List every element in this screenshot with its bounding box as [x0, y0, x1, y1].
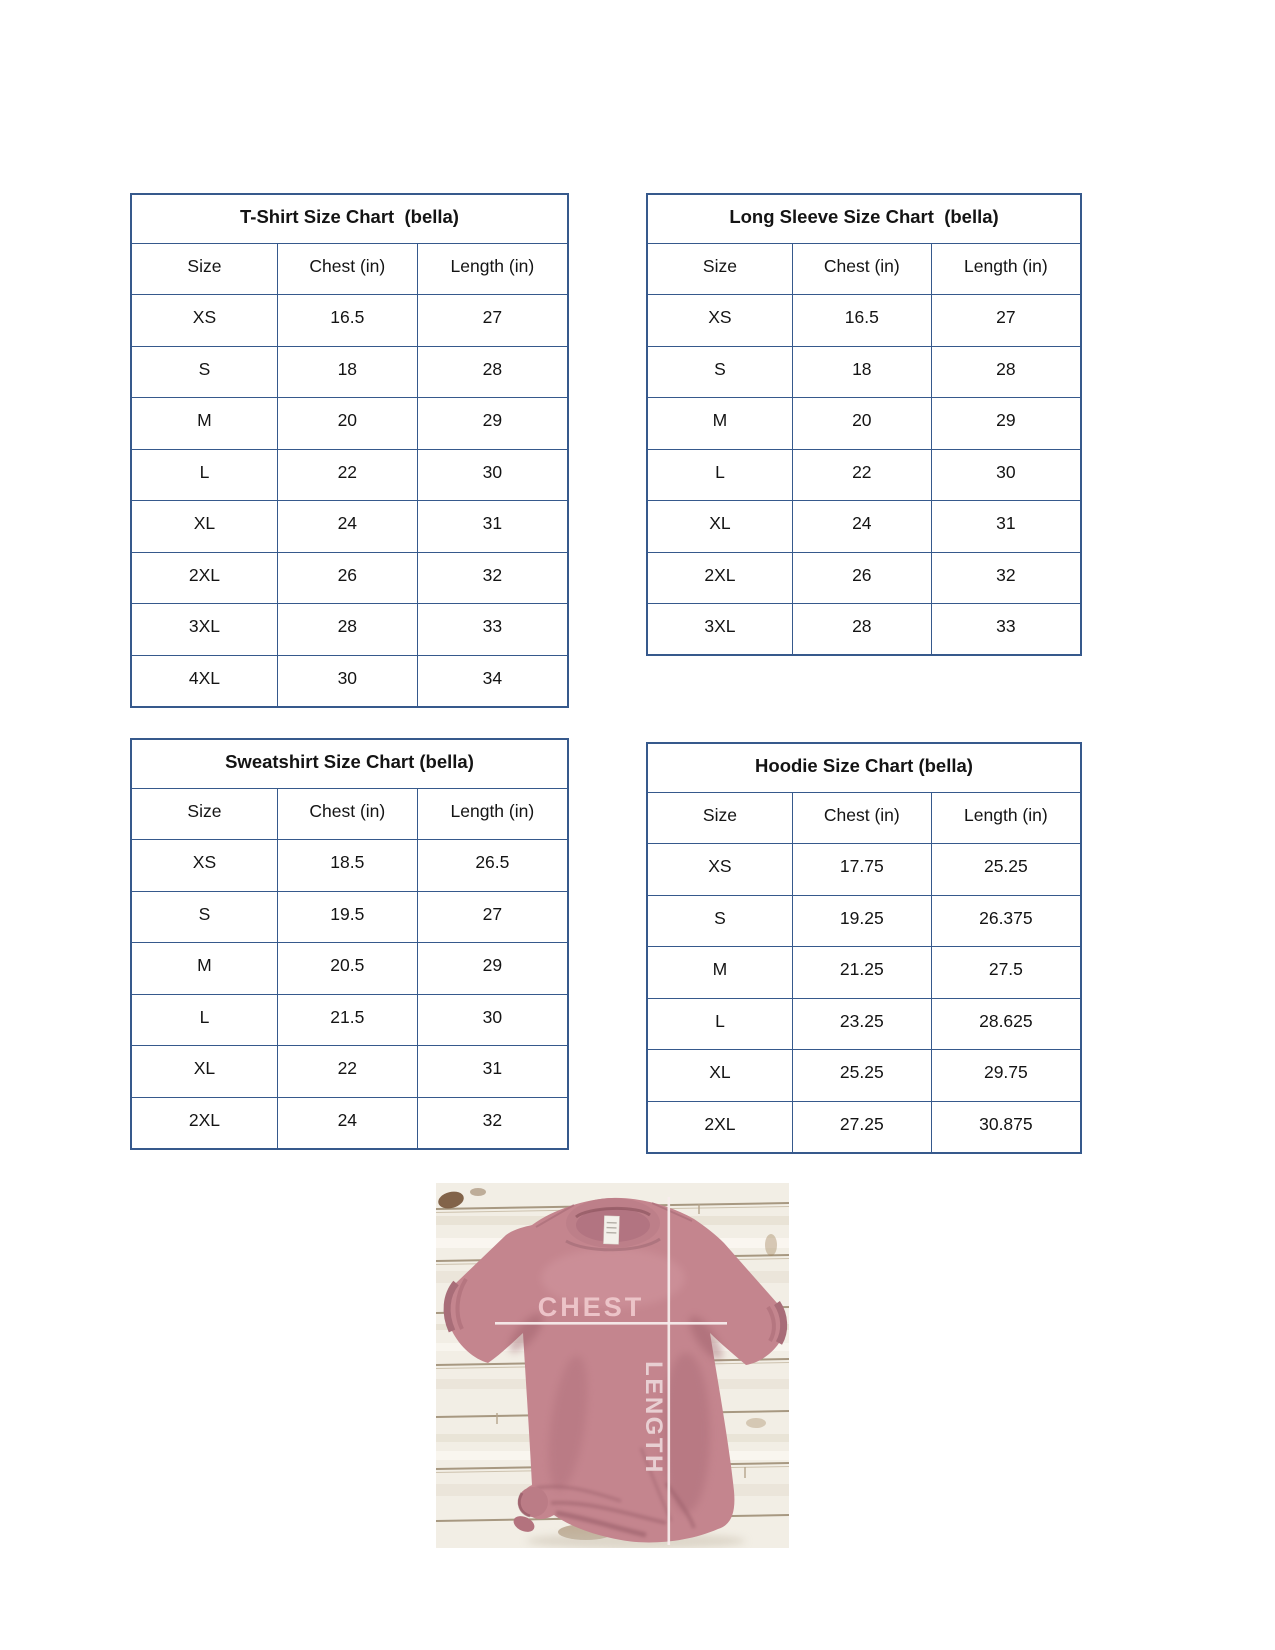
table-cell: S [647, 346, 792, 398]
table-header-row [131, 243, 568, 295]
table-row [131, 840, 568, 892]
table-title: Sweatshirt Size Chart (bella) [131, 739, 568, 788]
column-header: Size [131, 243, 277, 295]
column-header: Length (in) [931, 243, 1081, 295]
table-cell: 28 [931, 346, 1081, 398]
table-cell: 22 [277, 449, 417, 501]
table-cell: XL [131, 1046, 277, 1098]
table-row [647, 895, 1081, 947]
table-cell: 30 [277, 655, 417, 707]
table-cell: 20.5 [277, 943, 417, 995]
table-cell: 3XL [131, 604, 277, 656]
column-header: Length (in) [931, 792, 1081, 844]
column-header: Length (in) [417, 243, 568, 295]
table-cell: 25.25 [792, 1050, 931, 1102]
table-cell: 31 [417, 501, 568, 553]
table-cell: 22 [792, 449, 931, 501]
tshirt-size-table [130, 193, 569, 708]
table-cell: 33 [417, 604, 568, 656]
table-title-row [131, 739, 568, 788]
table-cell: 32 [417, 1097, 568, 1149]
table-cell: 18.5 [277, 840, 417, 892]
table-row [647, 1050, 1081, 1102]
column-header: Size [647, 243, 792, 295]
length-label: LENGTH [640, 1361, 667, 1475]
table-cell: 34 [417, 655, 568, 707]
table-cell: S [131, 346, 277, 398]
table-cell: XS [131, 840, 277, 892]
column-header: Chest (in) [792, 243, 931, 295]
table-cell: S [131, 891, 277, 943]
table-cell: 16.5 [792, 295, 931, 347]
table-cell: 29 [931, 398, 1081, 450]
table-row [131, 891, 568, 943]
table-row [131, 943, 568, 995]
column-header: Size [647, 792, 792, 844]
table-cell: 28 [417, 346, 568, 398]
table-cell: 20 [792, 398, 931, 450]
table-row [131, 552, 568, 604]
table-cell: 27 [417, 891, 568, 943]
table-header-row [647, 243, 1081, 295]
table-cell: 26.5 [417, 840, 568, 892]
table-row [131, 1046, 568, 1098]
table-title-row [131, 194, 568, 243]
table-cell: XS [131, 295, 277, 347]
table-row [131, 1097, 568, 1149]
table-cell: 32 [931, 552, 1081, 604]
table-cell: 22 [277, 1046, 417, 1098]
table-cell: M [131, 398, 277, 450]
table-cell: 2XL [647, 1101, 792, 1153]
table-cell: 28 [792, 604, 931, 656]
table-cell: 24 [277, 501, 417, 553]
table-cell: 30 [417, 449, 568, 501]
table-cell: XL [131, 501, 277, 553]
table-cell: XL [647, 501, 792, 553]
table-cell: 28.625 [931, 998, 1081, 1050]
tshirt-measurement-photo [436, 1183, 789, 1548]
table-cell: 29 [417, 943, 568, 995]
table-cell: XS [647, 844, 792, 896]
table-cell: 27 [417, 295, 568, 347]
table-row [647, 552, 1081, 604]
table-row [647, 295, 1081, 347]
column-header: Size [131, 788, 277, 840]
table-cell: 27.5 [931, 947, 1081, 999]
table-cell: 30 [931, 449, 1081, 501]
table-row [131, 346, 568, 398]
table-title: T-Shirt Size Chart (bella) [131, 194, 568, 243]
neck-label [603, 1216, 619, 1245]
table-cell: 26 [792, 552, 931, 604]
table-cell: 32 [417, 552, 568, 604]
table-cell: M [647, 398, 792, 450]
table-cell: 19.25 [792, 895, 931, 947]
table-row [647, 346, 1081, 398]
column-header: Length (in) [417, 788, 568, 840]
table-cell: 29 [417, 398, 568, 450]
table-cell: 30 [417, 994, 568, 1046]
table-row [131, 604, 568, 656]
table-cell: 2XL [131, 1097, 277, 1149]
table-cell: 23.25 [792, 998, 931, 1050]
long-sleeve-size-table [646, 193, 1082, 656]
table-cell: L [647, 449, 792, 501]
table-row [131, 501, 568, 553]
table-row [647, 947, 1081, 999]
table-cell: 29.75 [931, 1050, 1081, 1102]
table-cell: L [131, 449, 277, 501]
table-row [131, 449, 568, 501]
table-cell: 18 [277, 346, 417, 398]
column-header: Chest (in) [277, 243, 417, 295]
table-cell: 24 [792, 501, 931, 553]
table-cell: 2XL [647, 552, 792, 604]
table-cell: 24 [277, 1097, 417, 1149]
hoodie-size-table [646, 742, 1082, 1154]
table-cell: M [647, 947, 792, 999]
table-row [647, 998, 1081, 1050]
table-row [647, 501, 1081, 553]
table-title: Long Sleeve Size Chart (bella) [647, 194, 1081, 243]
table-cell: 30.875 [931, 1101, 1081, 1153]
table-title-row [647, 743, 1081, 792]
table-cell: 21.5 [277, 994, 417, 1046]
table-cell: S [647, 895, 792, 947]
table-cell: 31 [417, 1046, 568, 1098]
table-row [647, 844, 1081, 896]
sweatshirt-size-table [130, 738, 569, 1150]
table-cell: 25.25 [931, 844, 1081, 896]
table-row [131, 655, 568, 707]
column-header: Chest (in) [277, 788, 417, 840]
table-cell: 31 [931, 501, 1081, 553]
table-cell: 27.25 [792, 1101, 931, 1153]
table-cell: L [647, 998, 792, 1050]
table-title-row [647, 194, 1081, 243]
table-cell: 16.5 [277, 295, 417, 347]
table-cell: 28 [277, 604, 417, 656]
table-cell: 3XL [647, 604, 792, 656]
table-header-row [131, 788, 568, 840]
table-cell: 26.375 [931, 895, 1081, 947]
chest-label: CHEST [537, 1292, 645, 1322]
table-cell: L [131, 994, 277, 1046]
table-row [131, 295, 568, 347]
table-cell: XS [647, 295, 792, 347]
table-row [647, 604, 1081, 656]
table-row [647, 1101, 1081, 1153]
table-cell: 20 [277, 398, 417, 450]
table-cell: 18 [792, 346, 931, 398]
table-cell: XL [647, 1050, 792, 1102]
table-row [647, 398, 1081, 450]
table-cell: 33 [931, 604, 1081, 656]
table-row [131, 398, 568, 450]
column-header: Chest (in) [792, 792, 931, 844]
table-cell: 2XL [131, 552, 277, 604]
table-cell: 19.5 [277, 891, 417, 943]
table-header-row [647, 792, 1081, 844]
table-cell: 21.25 [792, 947, 931, 999]
table-row [647, 449, 1081, 501]
table-row [131, 994, 568, 1046]
chest-measure-line [495, 1322, 727, 1325]
table-title: Hoodie Size Chart (bella) [647, 743, 1081, 792]
table-cell: 17.75 [792, 844, 931, 896]
table-cell: 26 [277, 552, 417, 604]
table-cell: 27 [931, 295, 1081, 347]
table-cell: 4XL [131, 655, 277, 707]
table-cell: M [131, 943, 277, 995]
